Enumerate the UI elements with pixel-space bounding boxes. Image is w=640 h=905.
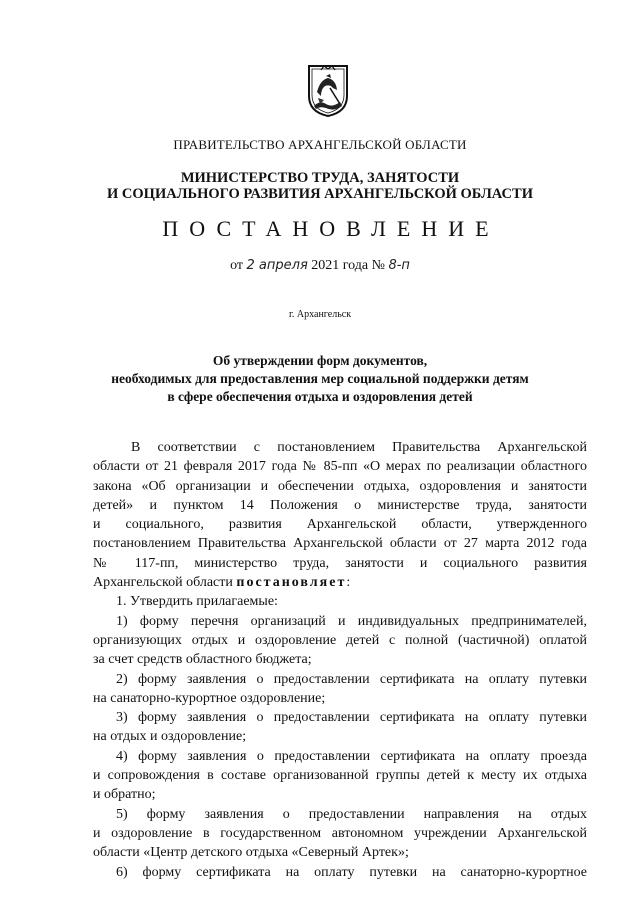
body-line: № 117-пп, министерство труда, занятости и социального развития (93, 555, 587, 571)
body-line: области от 21 февраля 2017 года № 85-пп «О мерах по реализации областного (93, 459, 587, 475)
body-line: организующих отдых и оздоровление детей с полной (частичной) оплатой (93, 632, 587, 648)
document-type: ПОСТАНОВЛЕНИЕ (162, 216, 500, 241)
date-year: 2021 года № (311, 258, 385, 273)
document-date (0, 258, 640, 274)
ministry-name-line1: МИНИСТЕРСТВО ТРУДА, ЗАНЯТОСТИ (180, 170, 460, 186)
ministry-name-line2: И СОЦИАЛЬНОГО РАЗВИТИЯ АРХАНГЕЛЬСКОЙ ОБЛАСТИ (107, 186, 533, 202)
body-line: закона «Об организации и обеспечении отдыха, оздоровления и занятости (93, 478, 587, 494)
body-line: В соответствии с постановлением Правительства Архангельской (131, 440, 587, 455)
coat-of-arms-icon (306, 62, 350, 118)
subject-line: Об утверждении форм документов, (212, 353, 428, 368)
body-line: 5) форму заявления о предоставлении направления на отдых (116, 806, 587, 822)
body-line: на санаторно-курортное оздоровление; (93, 690, 326, 706)
document-number: 8-п (388, 258, 410, 273)
subject-line: необходимых для предоставления мер социальной поддержки детям (111, 371, 529, 386)
body-line: на отдых и оздоровление; (93, 729, 247, 745)
body-line: 4) форму заявления о предоставлении сертификата на оплату проезда (116, 748, 587, 764)
body-line: 1. Утвердить прилагаемые: (116, 594, 278, 610)
government-name: ПРАВИТЕЛЬСТВО АРХАНГЕЛЬСКОЙ ОБЛАСТИ (173, 137, 467, 152)
date-handwritten: 2 апреля (246, 258, 308, 273)
body-line: детей» и пунктом 14 Положения о министерстве труда, занятости (93, 497, 587, 513)
resolves-word: постановляет (236, 575, 347, 591)
body-line: 2) форму заявления о предоставлении сертификата на оплату путевки (116, 671, 587, 687)
subject-line: в сфере обеспечения отдыха и оздоровления детей (167, 389, 473, 404)
city: г. Архангельск (288, 309, 352, 320)
body-line: 6) форму сертификата на оплату путевки на санаторно-курортное (116, 864, 587, 880)
body-line: 3) форму заявления о предоставлении сертификата на оплату путевки (116, 710, 587, 726)
body-line: и сопровождения в составе организованной группы детей к месту их отдыха (93, 768, 587, 784)
body-line: Архангельской области постановляет: (93, 575, 351, 591)
body-line: за счет средств областного бюджета; (93, 652, 312, 668)
body-line: и обратно; (93, 787, 156, 803)
body-line: области «Центр детского отдыха «Северный Артек»; (93, 845, 409, 861)
body-line: и социального, развития Архангельской области, утвержденного (93, 517, 587, 533)
body-line: 1) форму перечня организаций и индивидуальных предпринимателей, (116, 613, 587, 629)
body-line: и оздоровление в государственном автономном учреждении Архангельской (93, 825, 587, 841)
document-body (93, 438, 587, 882)
body-text: Архангельской области (93, 575, 233, 591)
date-prefix: от (230, 258, 244, 273)
body-line: постановлением Правительства Архангельской области от 27 марта 2012 года (93, 536, 587, 552)
